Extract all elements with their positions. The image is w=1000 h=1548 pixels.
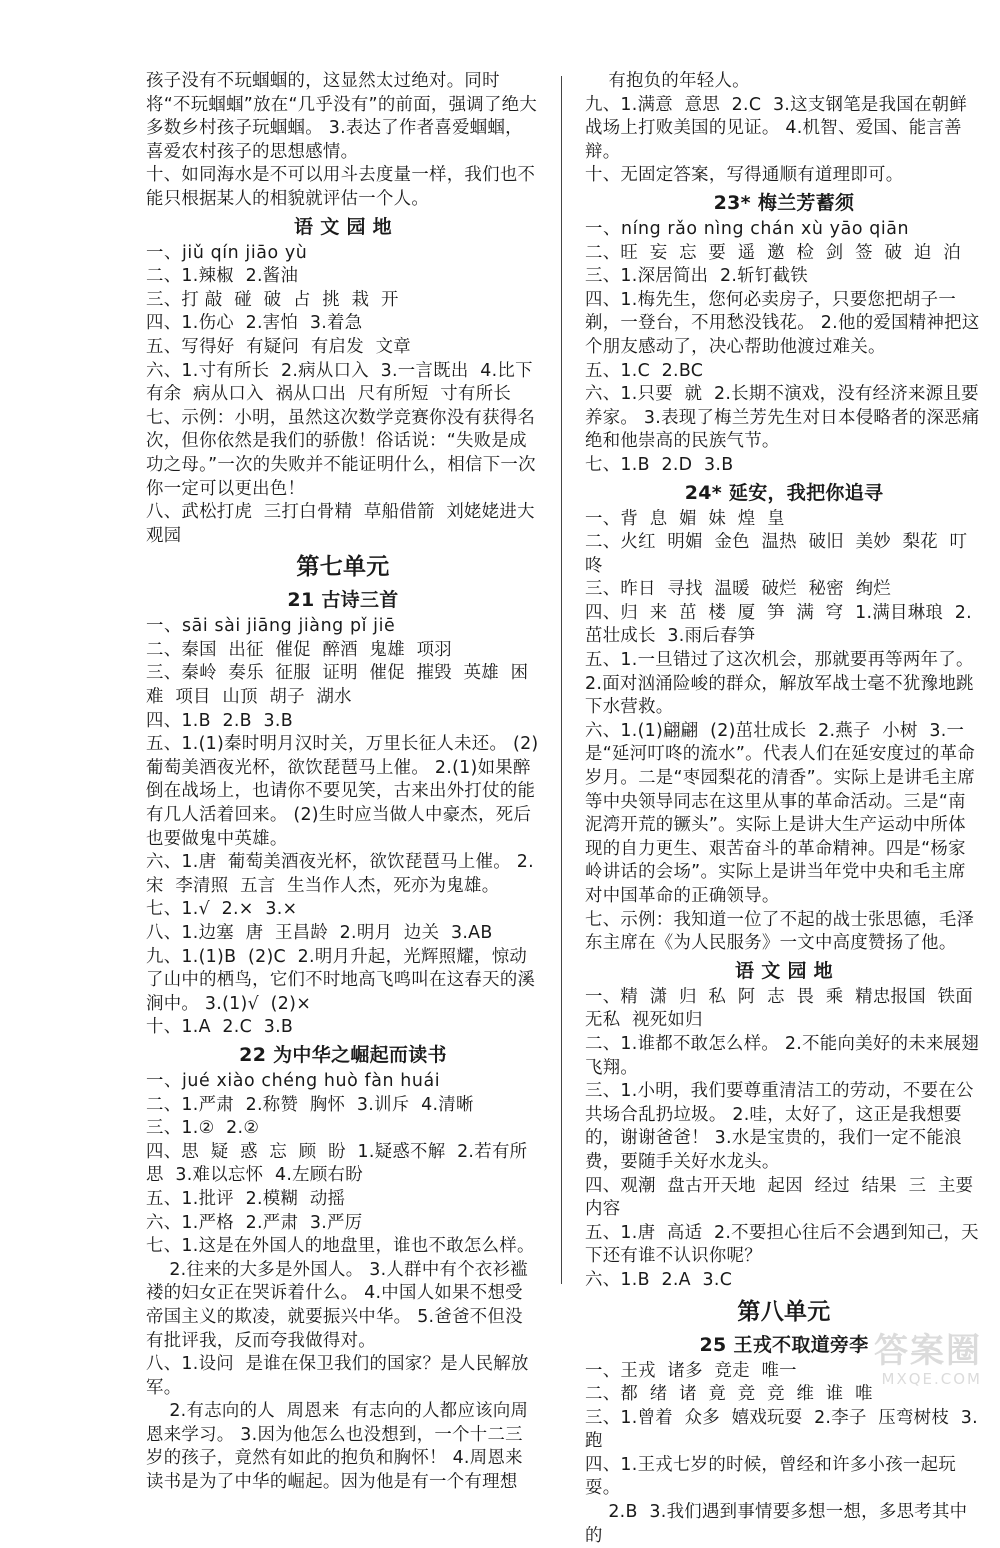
pinyin-answer: 一、sāi sài jiāng jiàng pǐ jiē (146, 616, 396, 637)
lesson-heading: 24* 延安，我把你追寻 (684, 481, 884, 504)
answer-item: 十、无固定答案，写得通顺有道理即可。 (585, 165, 904, 186)
answer-item: 有抱负的年轻人。 (585, 71, 750, 91)
answer-item: 三、昨日 寻找 温暖 破烂 秘密 绚烂 (585, 579, 891, 600)
answer-item: 五、1.(1)秦时明月汉时关，万里长征人未还。 (2)葡萄美酒夜光杯，欲饮琵琶马上催。 2.(1)如果醉倒在战场上，也请你不要见笑，古来出外打仗的能有几人活着回来。 (2)生时应当做人中豪杰，死后也要做鬼中英雄。 (146, 734, 539, 849)
answer-item: 四、观潮 盘古开天地 起因 经过 结果 三 主要内容 (585, 1175, 974, 1220)
answer-item: 一、王戎 诸多 竞走 唯一 (585, 1360, 797, 1381)
pinyin-answer: 一、jiǔ qín jiāo yù (146, 242, 308, 263)
lesson-heading: 语 文 园 地 (735, 959, 833, 982)
answer-item: 二、旺 妄 忘 要 遥 邀 检 剑 签 破 迫 泊 (585, 242, 961, 263)
lesson-heading: 21 古诗三首 (287, 589, 399, 612)
answer-item: 九、1.满意 意思 2.C 3.这支钢笔是我国在朝鲜战场上打败美国的见证。 4.机智、爱国、能言善辩。 (585, 94, 968, 162)
answer-item: 七、1.这是在外国人的地盘里，谁也不敢怎么样。 2.往来的大多是外国人。 3.人群中有个衣衫褴褛的妇女正在哭诉着什么。 4.中国人如果不想受帝国主义的欺凌，就要振兴中华。 5.爸爸不但没有批评我，反而夸我做得对。 (146, 1236, 535, 1351)
pinyin-answer: 一、níng rǎo nìng chán xù yāo qiān (585, 218, 910, 239)
watermark-url: MXQE.COM (881, 1370, 982, 1388)
answer-item: 五、1.批评 2.模糊 动摇 (146, 1188, 346, 1209)
answer-item: 二、火红 明媚 金色 温热 破旧 美妙 梨花 叮咚 (585, 532, 968, 576)
answer-item: 二、秦国 出征 催促 醉酒 鬼雄 项羽 (146, 639, 452, 660)
answer-item: 一、背 息 媚 妹 煌 皇 (585, 508, 785, 529)
left-column (146, 70, 540, 1495)
answer-item: 五、1.一旦错过了这次机会，那就要再等两年了。 2.面对汹涌险峻的群众，解放军战士毫不犹豫地跳下水营救。 (585, 650, 980, 718)
answer-item: 二、1.谁都不敢怎么样。 2.不能向美好的未来展翅飞翔。 (585, 1033, 980, 1078)
unit-heading: 第七单元 (296, 554, 390, 581)
pinyin-answer: 一、jué xiào chéng huò fàn huái (146, 1070, 441, 1091)
answer-item: 三、秦岭 奏乐 征服 证明 催促 摧毁 英雄 困难 项目 山顶 胡子 湖水 (146, 663, 529, 708)
answer-item: 六、1.严格 2.严肃 3.严厉 (146, 1212, 363, 1233)
lesson-heading: 语 文 园 地 (294, 215, 392, 238)
lesson-heading: 25 王戎不取道旁李 (699, 1333, 869, 1356)
answer-item: 三、1.曾着 众多 嬉戏玩耍 2.李子 压弯树枝 3.跑 (585, 1407, 978, 1452)
answer-item: 四、归 来 茁 楼 厦 笋 满 穹 1.满目琳琅 2.茁壮成长 3.雨后春笋 (585, 602, 972, 647)
answer-item: 五、1.唐 高适 2.不要担心往后不会遇到知己，天下还有谁不认识你呢？ (585, 1222, 979, 1267)
answer-item: 七、1.√ 2.× 3.× (146, 899, 298, 920)
answer-item: 十、如同海水是不可以用斗去度量一样，我们也不能只根据某人的相貌就评估一个人。 (146, 165, 536, 209)
column-divider (561, 76, 562, 1284)
answer-item: 孩子没有不玩蝈蝈的，这显然太过绝对。同时将“不玩蝈蝈”放在“几乎没有”的前面，强调了绝大多数乡村孩子玩蝈蝈。 3.表达了作者喜爱蝈蝈，喜爱农村孩子的思想感情。 (146, 71, 538, 162)
answer-item: 八、武松打虎 三打白骨精 草船借箭 刘姥姥进大观园 (146, 502, 535, 546)
answer-item: 六、1.寸有所长 2.病从口入 3.一言既出 4.比下有余 病从口入 祸从口出 尺有所短 寸有所长 (146, 360, 533, 405)
answer-item: 八、1.设问 是谁在保卫我们的国家？是人民解放军。 2.有志向的人 周恩来 有志向的人都应该向周恩来学习。 3.因为他怎么也没想到，一个十二三岁的孩子，竟然有如此的抱负和胸怀！ 4.周恩来读书是为了中华的崛起。因为他是有一个有理想 (146, 1354, 529, 1493)
answer-item: 四、1.伤心 2.害怕 3.着急 (146, 313, 363, 334)
answer-item: 六、1.(1)翩翩 (2)茁壮成长 2.燕子 小树 3.一是“延河叮咚的流水”。代表人们在延安度过的革命岁月。二是“枣园梨花的清香”。实际上是讲毛主席等中央领导同志在这里从事的革命活动。三是“南泥湾开荒的镢头”。实际上是讲大生产运动中所体现的自力更生、艰苦奋斗的革命精神。四是“杨家岭讲话的会场”。实际上是讲当年党中央和毛主席对中国革命的正确领导。 (585, 720, 976, 906)
answer-item: 二、1.辣椒 2.酱油 (146, 266, 299, 287)
answer-item: 十、1.A 2.C 3.B (146, 1017, 294, 1038)
answer-item: 五、1.C 2.BC (585, 360, 704, 381)
answer-item: 三、1.小明，我们要尊重清洁工的劳动，不要在公共场合乱扔垃圾。 2.哇，太好了，这正是我想要的，谢谢爸爸！ 3.水是宝贵的，我们一定不能浪费，要随手关好水龙头。 (585, 1081, 974, 1172)
answer-item: 四、思 疑 惑 忘 顾 盼 1.疑惑不解 2.若有所思 3.难以忘怀 4.左顾右盼 (146, 1141, 528, 1186)
answer-item: 二、都 绪 诸 竟 竞 竞 维 谁 唯 (585, 1384, 873, 1405)
watermark-logo (812, 1332, 982, 1392)
answer-item: 二、1.严肃 2.称赞 胸怀 3.训斥 4.清晰 (146, 1094, 474, 1115)
right-column (585, 70, 983, 1548)
answer-item: 四、1.梅先生，您何必卖房子，只要您把胡子一剃，一登台，不用愁没钱花。 2.他的爱国精神把这个朋友感动了，决心帮助他渡过难关。 (585, 289, 980, 357)
answer-item: 四、1.王戎七岁的时候，曾经和许多小孩一起玩耍。 2.B 3.我们遇到事情要多想一想，多思考其中的 (585, 1454, 968, 1546)
lesson-heading: 22 为中华之崛起而读书 (239, 1043, 447, 1066)
answer-item: 七、示例：小明，虽然这次数学竞赛你没有获得名次，但你依然是我们的骄傲！俗话说：“失败是成功之母。”一次的失败并不能证明什么，相信下一次你一定可以更出色！ (146, 407, 536, 499)
answer-item: 一、精 潇 归 私 阿 志 畏 乘 精忠报国 铁面无私 视死如归 (585, 986, 973, 1031)
answer-item: 三、1.深居简出 2.斩钉截铁 (585, 266, 808, 287)
answer-item: 七、1.B 2.D 3.B (585, 454, 734, 475)
answer-item: 四、1.B 2.B 3.B (146, 710, 293, 731)
answer-item: 六、1.只要 就 2.长期不演戏，没有经济来源且要养家。 3.表现了梅兰芳先生对日本侵略者的深恶痛绝和他崇高的民族气节。 (585, 384, 980, 452)
lesson-heading: 23* 梅兰芳蓄须 (713, 191, 855, 214)
answer-item: 六、1.B 2.A 3.C (585, 1269, 733, 1290)
answer-item: 六、1.唐 葡萄美酒夜光杯，欲饮琵琶马上催。 2.宋 李清照 五言 生当作人杰，死亦为鬼雄。 (146, 852, 534, 896)
answer-item: 五、写得好 有疑问 有启发 文章 (146, 336, 411, 357)
answer-item: 七、示例：我知道一位了不起的战士张思德，毛泽东主席在《为人民服务》一文中高度赞扬了他。 (585, 909, 975, 954)
watermark-text: 答案圈 (874, 1331, 982, 1371)
answer-item: 八、1.边塞 唐 王昌龄 2.明月 边关 3.AB (146, 923, 493, 943)
answer-item: 三、打 敲 碰 破 占 挑 栽 开 (146, 289, 399, 310)
unit-heading: 第八单元 (737, 1298, 831, 1325)
answer-item: 三、1.② 2.② (146, 1118, 260, 1139)
answer-item: 九、1.(1)B (2)C 2.明月升起，光辉照耀，惊动了山中的栖鸟，它们不时地高飞鸣叫在这春天的溪涧中。 3.(1)√ (2)× (146, 946, 536, 1014)
